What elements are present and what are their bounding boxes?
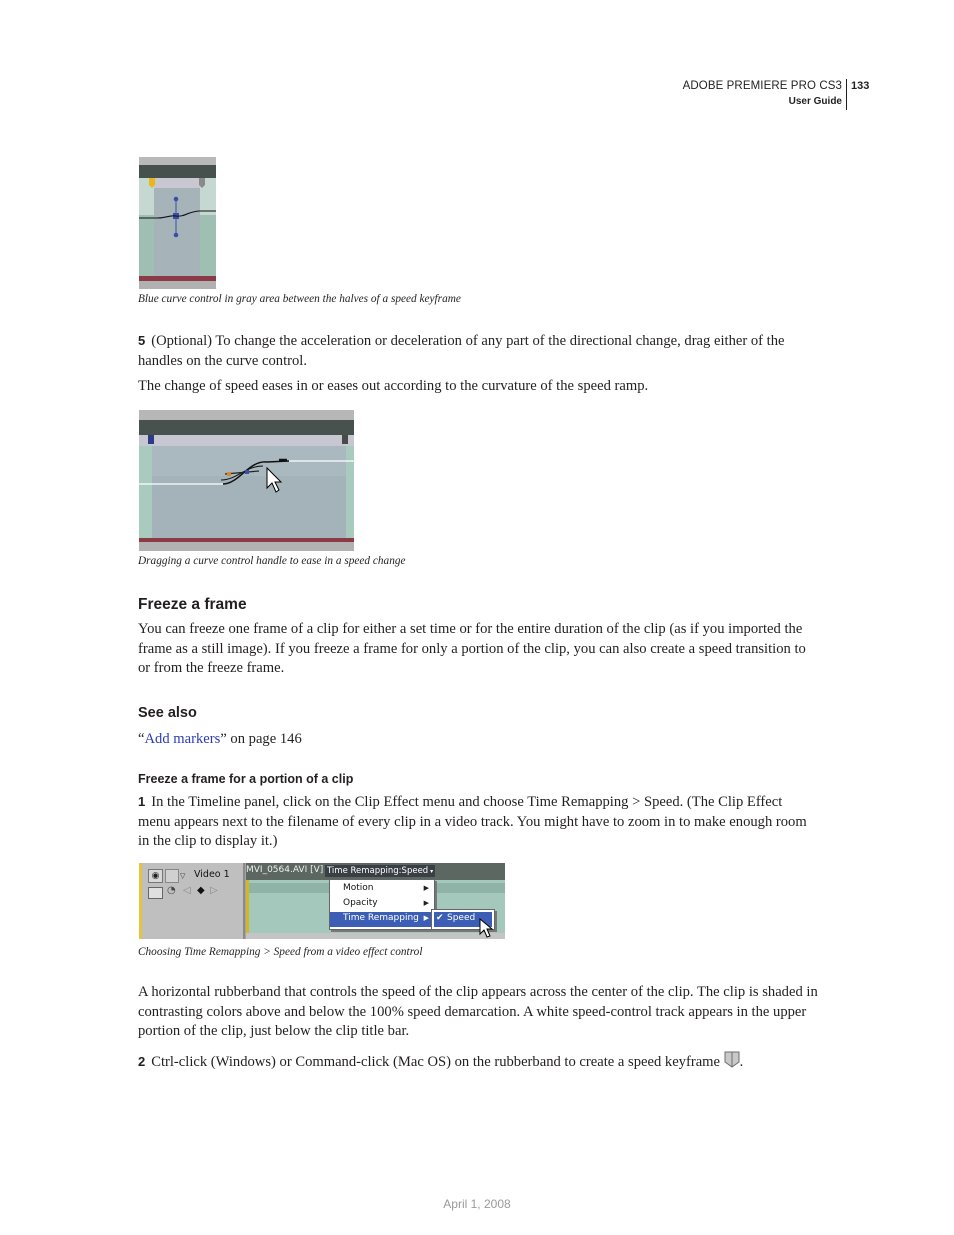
open-quote: “ [138,731,145,747]
dropdown-arrow-icon: ▾ [428,868,434,875]
display-style-icon[interactable] [148,887,163,899]
clip-effect-dropdown-menu [329,879,435,930]
mouse-pointer-icon [479,918,495,939]
lock-toggle-icon[interactable] [165,869,179,883]
next-keyframe-icon[interactable]: ▷ [210,885,218,896]
section-heading-freeze-frame: Freeze a frame [138,596,247,613]
paragraph-freeze-frame: You can freeze one frame of a clip for either a set time or for the entire duration of the clip (as if you imported the frame as a still image). If you freeze a frame for only a portion of the clip, you can also create a speed transition to or from the freeze frame. [138,621,806,676]
page-reference: ” on page 146 [220,731,302,747]
step-number: 1 [138,794,146,809]
page-number: 133 [851,80,870,92]
header-divider [846,79,847,110]
track-accent-bar [139,863,142,939]
header-guide-title: User Guide [788,96,842,107]
step-trailing-period: . [739,1054,744,1070]
track-header [139,863,243,939]
track-name: Video 1 [194,869,230,880]
clip-title: MVI_0564.AVI [V] [246,865,324,875]
clip-bottom-edge [246,933,505,939]
submenu-arrow-icon: ▶ [423,914,429,922]
clip-effect-menu[interactable] [325,865,435,877]
checkmark-icon: ✔ [436,913,444,923]
speed-keyframe-icon [724,1051,740,1068]
keyframe-toggle-icon[interactable]: ◔ [167,885,176,896]
step-1 [138,792,818,852]
menu-item-time-remapping[interactable] [330,912,434,927]
add-keyframe-icon[interactable]: ◆ [197,885,205,896]
step-5 [138,331,818,371]
previous-keyframe-icon[interactable]: ◁ [183,885,191,896]
submenu-arrow-icon: ▶ [423,899,429,907]
paragraph-ease: The change of speed eases in or eases out according to the curvature of the speed ramp. [138,378,649,394]
figure-caption: Blue curve control in gray area between the halves of a speed keyframe [138,293,461,305]
submenu-arrow-icon: ▶ [423,884,429,892]
footer-date: April 1, 2008 [443,1197,511,1211]
figure-curve-control [139,157,216,289]
submenu-item-label: Speed [447,913,476,923]
drag-handle-illustration [139,410,354,551]
step-text: In the Timeline panel, click on the Clip Effect menu and choose Time Remapping > Speed. (The Clip Effect menu appears next to the filename of every clip in a video track. You might have to zoom in to make enough room in the clip to display it.) [138,794,807,849]
menu-item-label: Motion [343,883,374,893]
curve-control-illustration [139,157,216,289]
menu-item-motion[interactable] [330,882,434,897]
step-text: (Optional) To change the acceleration or deceleration of any part of the directional change, drag either of the handles on the curve control. [138,333,785,369]
eye-icon[interactable]: ◉ [148,869,163,883]
step-number: 5 [138,333,146,348]
step-2 [138,1051,838,1073]
paragraph-rubberband: A horizontal rubberband that controls the speed of the clip appears across the center of the clip. The clip is shaded in contrasting colors above and below the 100% speed demarcation. A white speed-control track appears in the upper portion of the clip, just below the clip title bar. [138,984,818,1039]
menu-item-label: Opacity [343,898,378,908]
figure-caption: Choosing Time Remapping > Speed from a video effect control [138,946,423,958]
subsection-heading-portion: Freeze a frame for a portion of a clip [138,772,354,786]
figure-caption: Dragging a curve control handle to ease in a speed change [138,555,406,567]
header-product-name: ADOBE PREMIERE PRO CS3 [682,80,842,92]
collapse-triangle-icon[interactable]: ▽ [180,872,186,880]
clip-effect-menu-label: Time Remapping:Speed [327,866,429,876]
see-also-reference [138,730,818,750]
panel-divider [243,863,245,939]
add-markers-link[interactable]: Add markers [144,731,221,747]
menu-item-label: Time Remapping [343,913,419,923]
figure-time-remapping-menu [139,863,505,939]
see-also-heading: See also [138,705,197,721]
menu-item-opacity[interactable] [330,897,434,912]
step-number: 2 [138,1054,146,1069]
figure-drag-curve-handle [139,410,354,551]
step-text: Ctrl-click (Windows) or Command-click (Mac OS) on the rubberband to create a speed keyframe [151,1054,721,1070]
